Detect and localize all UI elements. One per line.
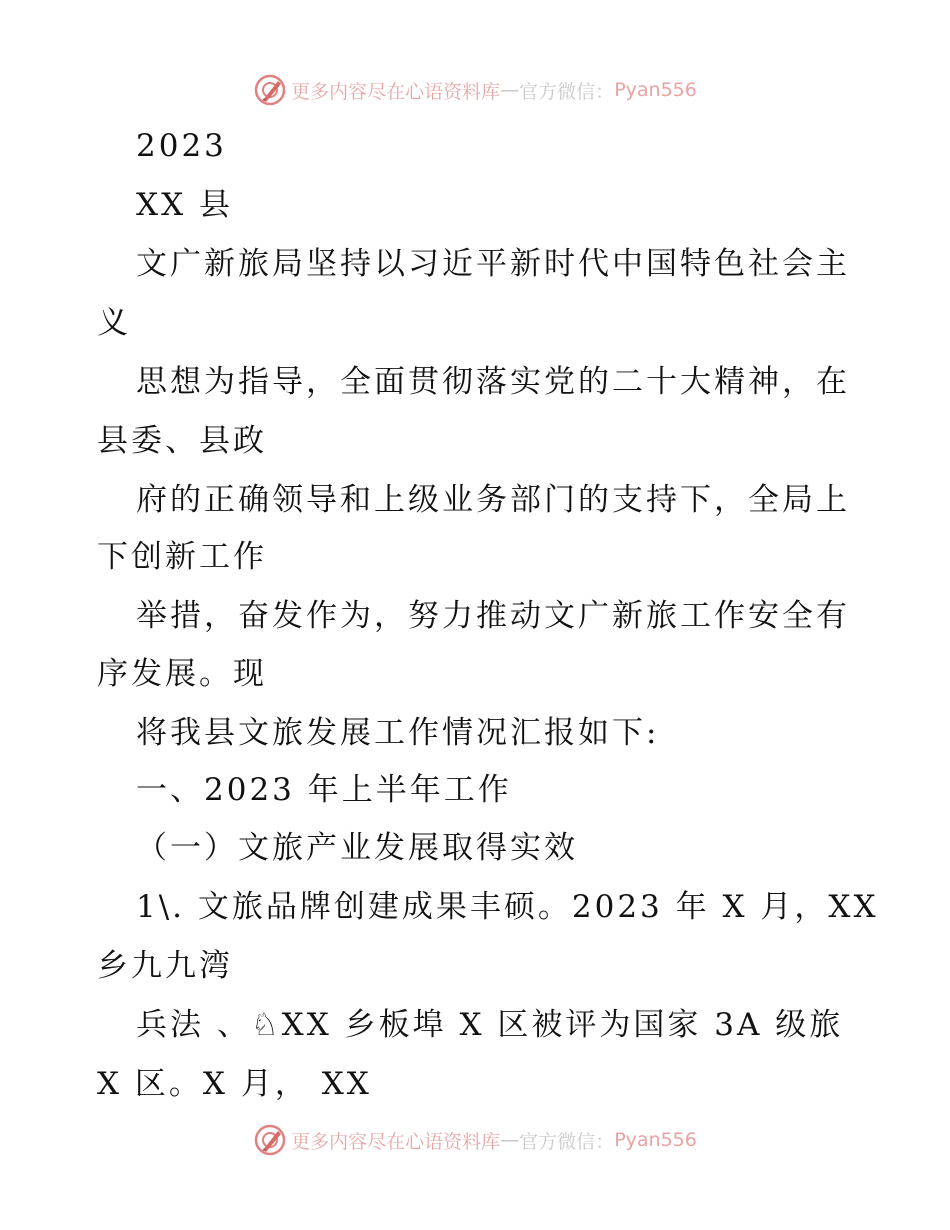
subsection-heading: （一）文旅产业发展取得实效	[136, 830, 578, 866]
text-line: 举措，奋发作为，努力推动文广新旅工作安全有	[136, 598, 850, 634]
text-line: XX 县	[136, 187, 233, 223]
text-line: 将我县文旅发展工作情况汇报如下:	[136, 715, 660, 751]
text-line: 兵法 、♘XX 乡板埠 X 区被评为国家 3A 级旅	[136, 1007, 844, 1043]
text-line: 下创新工作	[97, 539, 267, 575]
watermark-note: 官方微信：	[519, 80, 615, 103]
watermark-wechat-id: Pyan556	[614, 79, 697, 101]
text-line: 县委、县政	[97, 423, 267, 459]
text-line: 文广新旅局坚持以习近平新时代中国特色社会主	[136, 246, 850, 282]
watermark-main-text: 更多内容尽在心语资料库	[291, 80, 501, 103]
brand-logo-icon	[253, 1123, 287, 1157]
watermark-separator: —	[500, 1129, 520, 1151]
header-watermark	[0, 70, 950, 110]
text-line: X 区。X 月， XX	[97, 1066, 372, 1102]
text-line: 义	[97, 305, 131, 341]
brand-logo-icon	[253, 73, 287, 107]
text-line: 思想为指导，全面贯彻落实党的二十大精神，在	[136, 364, 850, 400]
text-line: 乡九九湾	[97, 948, 233, 984]
text-line: 2023	[136, 128, 227, 164]
watermark-note: 官方微信：	[519, 1130, 615, 1153]
text-line: 1\. 文旅品牌创建成果丰硕。2023 年 X 月，XX	[136, 889, 879, 925]
text-line: 府的正确领导和上级业务部门的支持下，全局上	[136, 482, 850, 518]
watermark-wechat-id: Pyan556	[614, 1129, 697, 1151]
footer-watermark	[0, 1120, 950, 1160]
watermark-main-text: 更多内容尽在心语资料库	[291, 1130, 501, 1153]
section-heading: 一、2023 年上半年工作	[136, 772, 512, 808]
text-line: 序发展。现	[97, 656, 267, 692]
watermark-separator: —	[500, 79, 520, 101]
